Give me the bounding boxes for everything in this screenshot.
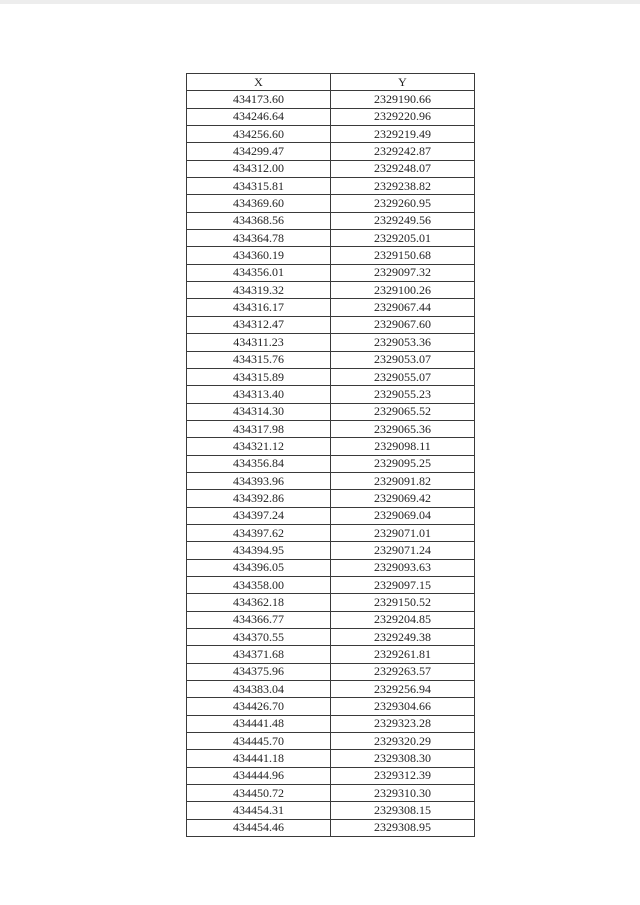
cell-x: 434392.86 <box>187 490 331 507</box>
cell-y: 2329065.36 <box>331 420 475 437</box>
table-row <box>187 351 475 368</box>
cell-y: 2329249.38 <box>331 629 475 646</box>
cell-x: 434364.78 <box>187 230 331 247</box>
table-row <box>187 611 475 628</box>
cell-y: 2329150.52 <box>331 594 475 611</box>
cell-y: 2329053.07 <box>331 351 475 368</box>
table-row <box>187 542 475 559</box>
cell-x: 434312.00 <box>187 160 331 177</box>
cell-x: 434454.31 <box>187 802 331 819</box>
table-row <box>187 264 475 281</box>
cell-x: 434299.47 <box>187 143 331 160</box>
page-top-edge <box>0 0 640 4</box>
table-row <box>187 681 475 698</box>
table-row <box>187 386 475 403</box>
cell-x: 434383.04 <box>187 681 331 698</box>
cell-x: 434173.60 <box>187 91 331 108</box>
header-row <box>187 74 475 91</box>
cell-y: 2329095.25 <box>331 455 475 472</box>
cell-y: 2329097.15 <box>331 576 475 593</box>
cell-y: 2329071.01 <box>331 524 475 541</box>
cell-y: 2329308.15 <box>331 802 475 819</box>
cell-y: 2329323.28 <box>331 715 475 732</box>
cell-y: 2329055.07 <box>331 368 475 385</box>
cell-x: 434362.18 <box>187 594 331 611</box>
cell-y: 2329249.56 <box>331 212 475 229</box>
table-row <box>187 143 475 160</box>
cell-x: 434313.40 <box>187 386 331 403</box>
cell-x: 434366.77 <box>187 611 331 628</box>
table-row <box>187 108 475 125</box>
coordinate-table-body <box>187 91 475 837</box>
coordinate-table <box>186 73 475 837</box>
cell-y: 2329320.29 <box>331 733 475 750</box>
column-header-y: Y <box>331 74 475 91</box>
table-row <box>187 663 475 680</box>
table-row <box>187 819 475 836</box>
cell-x: 434397.24 <box>187 507 331 524</box>
cell-x: 434316.17 <box>187 299 331 316</box>
table-row <box>187 282 475 299</box>
table-row <box>187 403 475 420</box>
cell-y: 2329312.39 <box>331 767 475 784</box>
table-row <box>187 576 475 593</box>
cell-y: 2329098.11 <box>331 438 475 455</box>
table-row <box>187 733 475 750</box>
cell-x: 434319.32 <box>187 282 331 299</box>
cell-y: 2329093.63 <box>331 559 475 576</box>
table-row <box>187 299 475 316</box>
table-row <box>187 767 475 784</box>
cell-x: 434368.56 <box>187 212 331 229</box>
cell-x: 434393.96 <box>187 472 331 489</box>
cell-y: 2329308.95 <box>331 819 475 836</box>
cell-x: 434375.96 <box>187 663 331 680</box>
table-row <box>187 455 475 472</box>
cell-y: 2329263.57 <box>331 663 475 680</box>
table-row <box>187 785 475 802</box>
table-row <box>187 802 475 819</box>
cell-x: 434454.46 <box>187 819 331 836</box>
table-row <box>187 438 475 455</box>
cell-y: 2329256.94 <box>331 681 475 698</box>
cell-x: 434369.60 <box>187 195 331 212</box>
table-row <box>187 559 475 576</box>
cell-x: 434370.55 <box>187 629 331 646</box>
table-row <box>187 750 475 767</box>
cell-y: 2329150.68 <box>331 247 475 264</box>
table-row <box>187 160 475 177</box>
table-row <box>187 594 475 611</box>
cell-x: 434358.00 <box>187 576 331 593</box>
table-row <box>187 247 475 264</box>
table-row <box>187 420 475 437</box>
cell-y: 2329308.30 <box>331 750 475 767</box>
cell-x: 434397.62 <box>187 524 331 541</box>
table-row <box>187 507 475 524</box>
cell-y: 2329071.24 <box>331 542 475 559</box>
table-row <box>187 316 475 333</box>
cell-y: 2329069.04 <box>331 507 475 524</box>
cell-x: 434312.47 <box>187 316 331 333</box>
table-row <box>187 230 475 247</box>
table-row <box>187 646 475 663</box>
column-header-x: X <box>187 74 331 91</box>
table-row <box>187 715 475 732</box>
table-row <box>187 629 475 646</box>
cell-y: 2329097.32 <box>331 264 475 281</box>
cell-x: 434311.23 <box>187 334 331 351</box>
table-row <box>187 195 475 212</box>
cell-x: 434371.68 <box>187 646 331 663</box>
cell-x: 434246.64 <box>187 108 331 125</box>
table-row <box>187 178 475 195</box>
cell-y: 2329100.26 <box>331 282 475 299</box>
cell-x: 434441.48 <box>187 715 331 732</box>
cell-x: 434450.72 <box>187 785 331 802</box>
coordinate-table-head <box>187 74 475 91</box>
cell-x: 434441.18 <box>187 750 331 767</box>
cell-y: 2329067.60 <box>331 316 475 333</box>
table-row <box>187 334 475 351</box>
cell-x: 434315.89 <box>187 368 331 385</box>
cell-y: 2329065.52 <box>331 403 475 420</box>
cell-x: 434396.05 <box>187 559 331 576</box>
cell-y: 2329055.23 <box>331 386 475 403</box>
cell-x: 434426.70 <box>187 698 331 715</box>
cell-y: 2329238.82 <box>331 178 475 195</box>
cell-x: 434314.30 <box>187 403 331 420</box>
cell-y: 2329091.82 <box>331 472 475 489</box>
cell-y: 2329067.44 <box>331 299 475 316</box>
cell-x: 434315.76 <box>187 351 331 368</box>
cell-y: 2329205.01 <box>331 230 475 247</box>
cell-y: 2329304.66 <box>331 698 475 715</box>
cell-x: 434356.84 <box>187 455 331 472</box>
cell-y: 2329204.85 <box>331 611 475 628</box>
table-row <box>187 91 475 108</box>
cell-y: 2329260.95 <box>331 195 475 212</box>
cell-y: 2329248.07 <box>331 160 475 177</box>
cell-x: 434317.98 <box>187 420 331 437</box>
cell-y: 2329242.87 <box>331 143 475 160</box>
table-row <box>187 698 475 715</box>
cell-y: 2329219.49 <box>331 126 475 143</box>
cell-y: 2329310.30 <box>331 785 475 802</box>
cell-x: 434360.19 <box>187 247 331 264</box>
table-row <box>187 472 475 489</box>
cell-x: 434445.70 <box>187 733 331 750</box>
cell-y: 2329053.36 <box>331 334 475 351</box>
cell-y: 2329261.81 <box>331 646 475 663</box>
table-row <box>187 368 475 385</box>
cell-y: 2329220.96 <box>331 108 475 125</box>
cell-x: 434394.95 <box>187 542 331 559</box>
cell-y: 2329069.42 <box>331 490 475 507</box>
cell-y: 2329190.66 <box>331 91 475 108</box>
table-row <box>187 490 475 507</box>
cell-x: 434315.81 <box>187 178 331 195</box>
cell-x: 434321.12 <box>187 438 331 455</box>
cell-x: 434444.96 <box>187 767 331 784</box>
table-row <box>187 126 475 143</box>
table-row <box>187 524 475 541</box>
table-row <box>187 212 475 229</box>
cell-x: 434256.60 <box>187 126 331 143</box>
cell-x: 434356.01 <box>187 264 331 281</box>
